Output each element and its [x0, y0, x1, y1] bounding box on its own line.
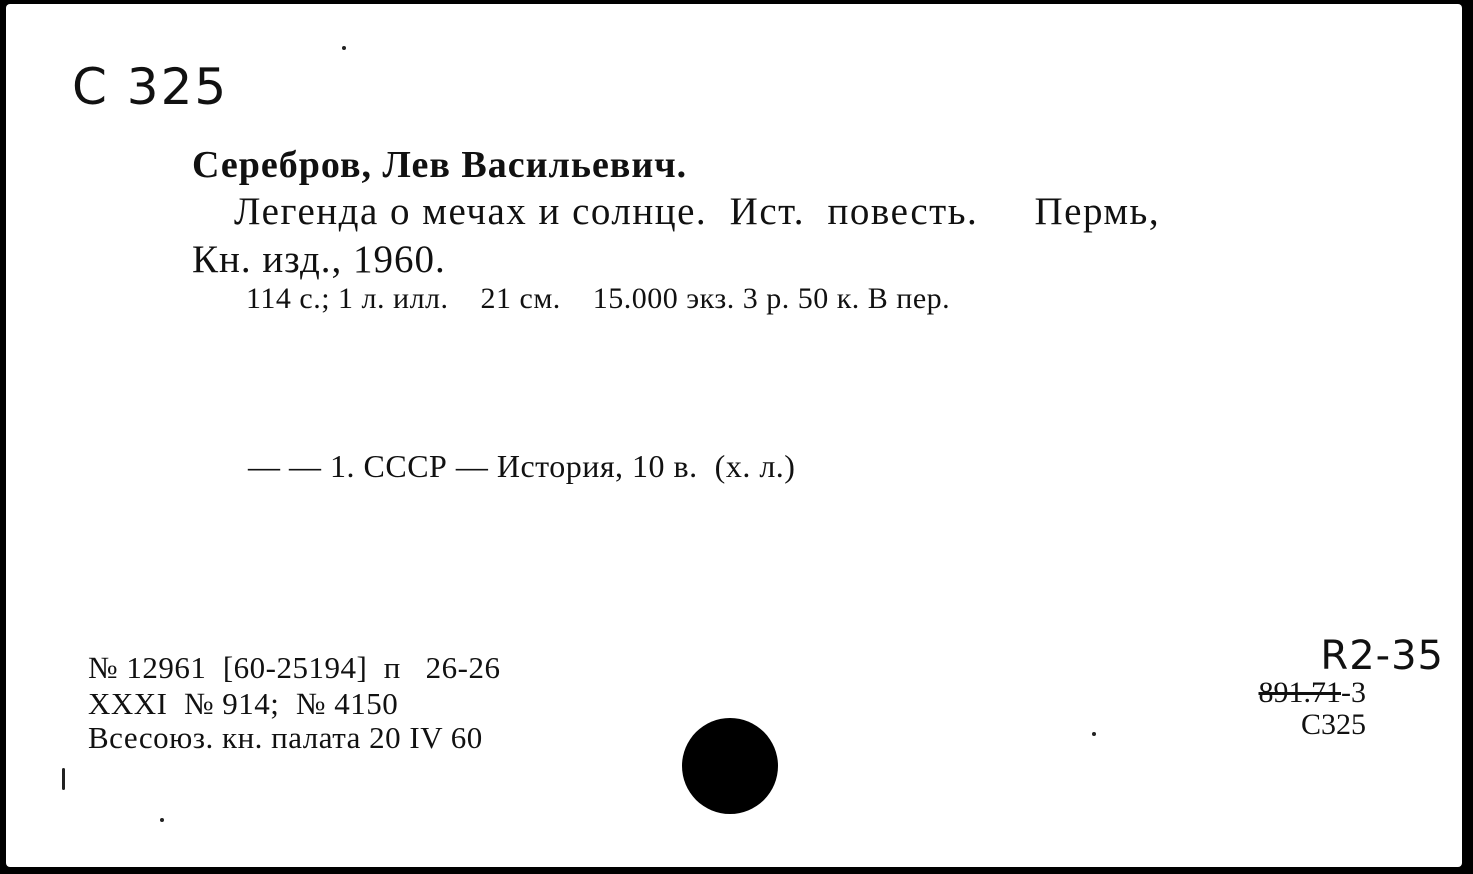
collation-line: 114 с.; 1 л. илл. 21 см. 15.000 экз. 3 р. 50 к. В пер.	[246, 282, 951, 315]
catalog-card	[6, 4, 1462, 867]
publication-statement: Кн. изд., 1960.	[192, 238, 446, 281]
ink-mark	[62, 768, 65, 790]
registration-line-2: XXXI № 914; № 4150	[88, 686, 399, 721]
subject-heading: — — 1. СССР — История, 10 в. (х. л.)	[248, 448, 796, 484]
author-heading: Серебров, Лев Васильевич.	[192, 144, 688, 186]
classification-suffix: -3	[1341, 676, 1366, 709]
dust-speck	[342, 46, 346, 50]
classification-handwritten: R2-35	[1320, 633, 1444, 679]
punch-hole	[682, 718, 778, 814]
scan-border	[1462, 0, 1473, 874]
registration-line-1: № 12961 [60-25194] п 26-26	[88, 650, 501, 685]
classification-udc	[1259, 678, 1367, 708]
classification-struck: 891.71	[1258, 676, 1341, 709]
classification-author-mark: С325	[1300, 708, 1366, 741]
dust-speck	[160, 818, 164, 822]
registration-line-3: Всесоюз. кн. палата 20 IV 60	[88, 720, 483, 755]
title-statement: Легенда о мечах и солнце. Ист. повесть. Пермь,	[234, 190, 1161, 233]
call-number: C 325	[72, 58, 229, 116]
dust-speck	[1092, 732, 1096, 736]
